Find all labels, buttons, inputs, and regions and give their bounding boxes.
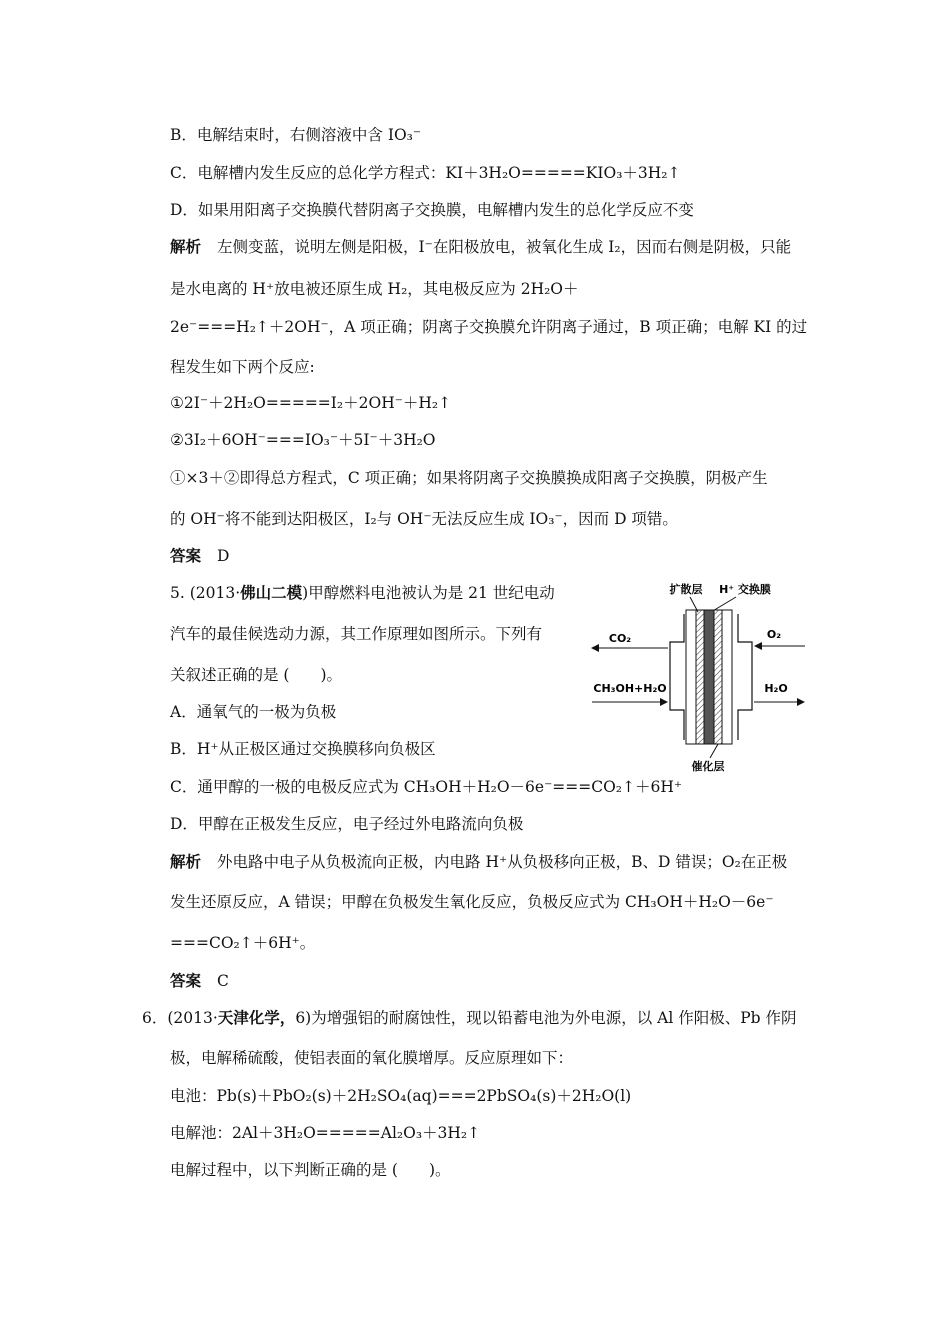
- q6-stem-text: 为增强铝的耐腐蚀性，现以铅蓄电池为外电源，以 Al 作阳极、Pb 作阴: [311, 1009, 797, 1027]
- catalyst-layer-label: 催化层: [691, 760, 725, 773]
- q6-stem-line-1: [142, 1007, 797, 1029]
- q5-stem-line-1: [170, 582, 555, 604]
- fuel-cell-diagram: [590, 580, 810, 775]
- q6-source-name: 天津化学，: [217, 1009, 296, 1027]
- q4-analysis-label: 解析: [170, 238, 202, 256]
- q4-option-c: C．电解槽内发生反应的总化学方程式：KI＋3H₂O=====KIO₃＋3H₂↑: [170, 164, 681, 182]
- h2o-label: H₂O: [764, 682, 788, 695]
- q4-answer: [170, 545, 229, 567]
- q4-answer-label: 答案: [170, 547, 202, 565]
- q4-analysis-line-2: 是水电离的 H⁺放电被还原生成 H₂，其电极反应为 2H₂O＋: [170, 280, 579, 298]
- q5-option-d: D．甲醇在正极发生反应，电子经过外电路流向负极: [170, 815, 524, 833]
- q4-analysis-line-3: 2e⁻===H₂↑＋2OH⁻，A 项正确；阴离子交换膜允许阴离子通过，B 项正确；电解 KI 的过: [170, 318, 808, 336]
- q5-stem-text: 甲醇燃料电池被认为是 21 世纪电动: [308, 584, 555, 602]
- right-diffusion-layer: [722, 610, 732, 744]
- q5-answer-label: 答案: [170, 972, 202, 990]
- q6-number: 6．: [142, 1009, 168, 1027]
- q5-answer: [170, 970, 229, 992]
- methanol-label: CH₃OH+H₂O: [593, 682, 667, 695]
- q4-analysis-line-4: 程发生如下两个反应:: [170, 358, 315, 376]
- q5-option-b: B．H⁺从正极区通过交换膜移向负极区: [170, 740, 436, 758]
- q4-analysis-line-1: [170, 236, 791, 258]
- q5-answer-value: C: [217, 972, 229, 990]
- q4-reaction-2: ②3I₂＋6OH⁻===IO₃⁻＋5I⁻＋3H₂O: [170, 431, 436, 449]
- q6-stem-line-2: 极，电解稀硫酸，使铝表面的氧化膜增厚。反应原理如下：: [170, 1049, 574, 1067]
- catalyst-leader-line: [710, 744, 718, 758]
- q5-source-open: (2013·: [189, 584, 241, 602]
- co2-label: CO₂: [608, 632, 632, 645]
- h-exchange-membrane: [704, 610, 714, 744]
- q5-source-name: 佛山二模: [240, 584, 303, 602]
- q5-analysis-text: 外电路中电子从负极流向正极，内电路 H⁺从负极移向正极，B、D 错误；O₂在正极: [217, 853, 788, 871]
- q5-source-close: ): [302, 584, 309, 602]
- q4-analysis-text: 左侧变蓝，说明左侧是阳极，I⁻在阳极放电，被氧化生成 I₂，因而右侧是阴极，只能: [217, 238, 792, 256]
- membrane-label: H⁺ 交换膜: [719, 583, 771, 596]
- q5-analysis-line-1: [170, 851, 787, 873]
- q4-option-b: B．电解结束时，右侧溶液中含 IO₃⁻: [170, 126, 422, 144]
- left-diffusion-layer: [686, 610, 696, 744]
- q4-analysis-line-7: ①×3＋②即得总方程式，C 项正确；如果将阴离子交换膜换成阳离子交换膜，阴极产生: [170, 469, 768, 487]
- right-chamber-outline: [738, 614, 752, 740]
- q5-analysis-line-2: 发生还原反应，A 错误；甲醇在负极发生氧化反应，负极反应式为 CH₃OH＋H₂O－6e⁻: [170, 893, 774, 911]
- q4-option-d: D．如果用阳离子交换膜代替阴离子交换膜，电解槽内发生的总化学反应不变: [170, 201, 694, 219]
- q5-option-a: A．通氧气的一极为负极: [170, 703, 337, 721]
- q5-number: 5.: [170, 584, 190, 602]
- q5-option-c: C．通甲醇的一极的电极反应式为 CH₃OH＋H₂O－6e⁻===CO₂↑＋6H⁺: [170, 778, 683, 796]
- q6-source-close: 6): [295, 1009, 312, 1027]
- q6-electrolysis-equation: 电解池：2Al＋3H₂O=====Al₂O₃＋3H₂↑: [170, 1124, 481, 1142]
- q5-analysis-line-3: ===CO₂↑＋6H⁺。: [170, 934, 316, 952]
- o2-label: O₂: [766, 628, 782, 641]
- q5-analysis-label: 解析: [170, 853, 202, 871]
- q4-analysis-line-8: 的 OH⁻将不能到达阳极区，I₂与 OH⁻无法反应生成 IO₃⁻，因而 D 项错。: [170, 510, 678, 528]
- q6-source-open: (2013·: [167, 1009, 218, 1027]
- left-chamber-outline: [670, 614, 684, 740]
- q5-stem-line-2: 汽车的最佳候选动力源，其工作原理如图所示。下列有: [170, 625, 543, 643]
- q6-question: 电解过程中，以下判断正确的是 ( )。: [170, 1161, 451, 1179]
- q4-reaction-1: ①2I⁻＋2H₂O=====I₂＋2OH⁻＋H₂↑: [170, 394, 452, 412]
- q4-answer-value: D: [217, 547, 230, 565]
- q6-battery-equation: 电池：Pb(s)＋PbO₂(s)＋2H₂SO₄(aq)===2PbSO₄(s)＋2H₂O(l): [170, 1087, 632, 1105]
- diffusion-layer-label: 扩散层: [669, 583, 703, 596]
- left-catalyst-layer: [696, 610, 704, 744]
- q5-stem-line-3: 关叙述正确的是 ( )。: [170, 666, 343, 684]
- right-catalyst-layer: [714, 610, 722, 744]
